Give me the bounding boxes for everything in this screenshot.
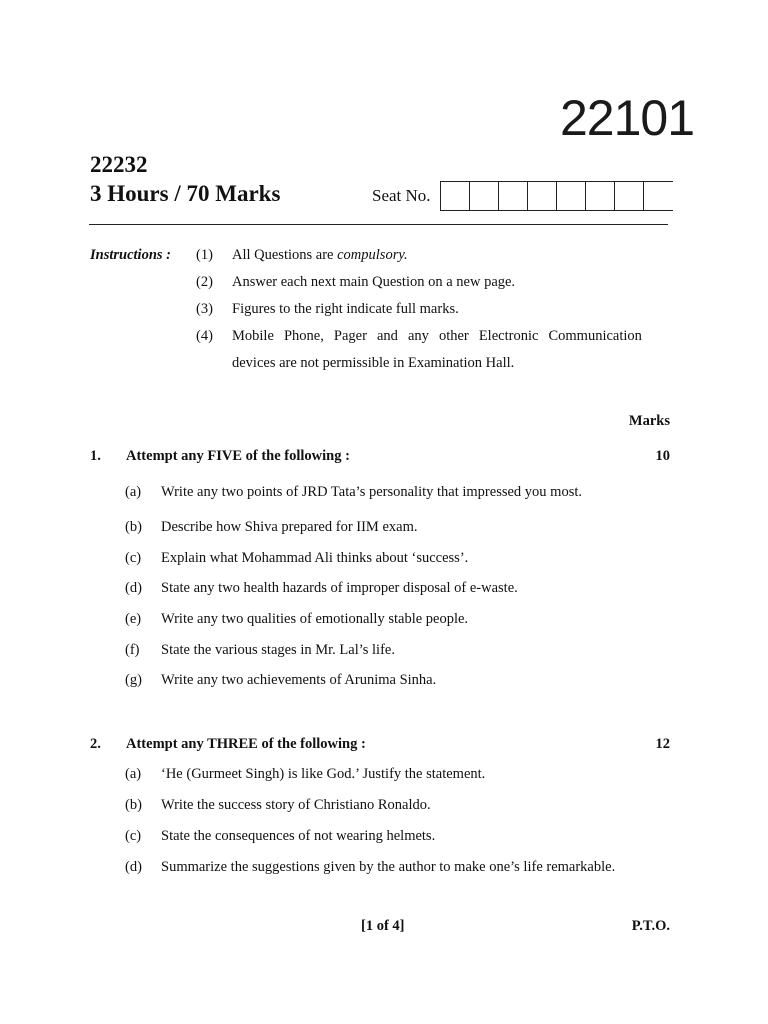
sub-question-text: Write any two points of JRD Tata’s personality that impressed you most. <box>161 484 582 500</box>
seat-number-boxes[interactable] <box>440 181 673 213</box>
instruction-text-emphasis: compulsory. <box>337 247 408 263</box>
sub-question-text: Summarize the suggestions given by the author to make one’s life remarkable. <box>161 859 616 875</box>
marks-column-heading: Marks <box>628 413 670 429</box>
duration-marks: 3 Hours / 70 Marks <box>90 181 281 206</box>
instruction-word: any <box>407 328 429 344</box>
please-turn-over: P.T.O. <box>631 918 670 934</box>
instruction-text: Answer each next main Question on a new page. <box>232 274 516 290</box>
instruction-number: (2) <box>196 274 213 290</box>
sub-question-label: (b) <box>125 519 142 535</box>
instruction-word: Mobile <box>232 328 274 344</box>
instruction-number: (1) <box>196 247 213 263</box>
sub-question-text: Write the success story of Christiano Ronaldo. <box>161 797 431 813</box>
question-marks: 12 <box>655 736 670 752</box>
sub-question-label: (a) <box>125 766 142 782</box>
seat-number-box[interactable] <box>614 181 643 211</box>
instruction-word: Electronic <box>478 328 539 344</box>
sub-question-text: Describe how Shiva prepared for IIM exam. <box>161 519 418 535</box>
paper-code: 22232 <box>90 152 148 177</box>
sub-question-label: (d) <box>125 580 142 596</box>
sub-question-label: (g) <box>125 672 142 688</box>
instruction-text-continued: devices are not permissible in Examination Hall. <box>232 355 515 371</box>
sub-question-text: State the consequences of not wearing helmets. <box>161 828 436 844</box>
instruction-text-justified <box>232 326 642 346</box>
seat-number-box[interactable] <box>527 181 556 211</box>
page-indicator: [1 of 4] <box>361 918 405 934</box>
sub-question-label: (c) <box>125 828 142 844</box>
sub-question-label: (a) <box>125 484 142 500</box>
sub-question-label: (b) <box>125 797 142 813</box>
sub-question-text: ‘He (Gurmeet Singh) is like God.’ Justify the statement. <box>161 766 486 782</box>
sub-question-text: Write any two achievements of Arunima Sinha. <box>161 672 437 688</box>
sub-question-text: State any two health hazards of improper disposal of e-waste. <box>161 580 518 596</box>
seat-number-box[interactable] <box>469 181 498 211</box>
instruction-number: (4) <box>196 328 213 344</box>
instruction-number: (3) <box>196 301 213 317</box>
question-title: Attempt any FIVE of the following : <box>126 448 350 464</box>
seat-number-box[interactable] <box>585 181 614 211</box>
sub-question-label: (f) <box>125 642 140 658</box>
seat-number-label: Seat No. <box>372 186 431 205</box>
question-number: 2. <box>90 736 101 752</box>
seat-number-box[interactable] <box>498 181 527 211</box>
instructions-label: Instructions : <box>90 247 171 263</box>
sub-question-text: State the various stages in Mr. Lal’s life. <box>161 642 395 658</box>
instruction-word: other <box>438 328 469 344</box>
question-marks: 10 <box>655 448 670 464</box>
sub-question-label: (e) <box>125 611 142 627</box>
instruction-word: Phone, <box>283 328 324 344</box>
instruction-word: and <box>376 328 398 344</box>
seat-number-box[interactable] <box>643 181 673 211</box>
seat-number-box[interactable] <box>440 181 469 211</box>
question-number: 1. <box>90 448 101 464</box>
subject-code-large: 22101 <box>560 90 695 146</box>
header-divider <box>89 224 668 225</box>
sub-question-text: Explain what Mohammad Ali thinks about ‘success’. <box>161 550 469 566</box>
instruction-text <box>232 245 408 265</box>
sub-question-text: Write any two qualities of emotionally stable people. <box>161 611 469 627</box>
question-title: Attempt any THREE of the following : <box>126 736 366 752</box>
instruction-text-plain: All Questions are <box>232 247 338 263</box>
instruction-text: Figures to the right indicate full marks. <box>232 301 459 317</box>
sub-question-label: (d) <box>125 859 142 875</box>
sub-question-label: (c) <box>125 550 142 566</box>
instruction-word: Pager <box>333 328 367 344</box>
instruction-word: Communication <box>548 328 642 344</box>
seat-number-box[interactable] <box>556 181 585 211</box>
